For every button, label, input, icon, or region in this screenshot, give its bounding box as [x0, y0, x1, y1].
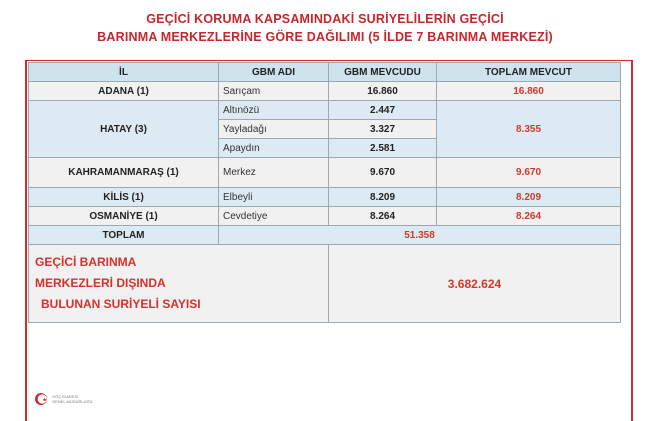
mevcut-merkez: 9.670	[329, 158, 437, 188]
table-row-osmaniye	[29, 207, 621, 226]
table-row-adana	[29, 82, 621, 101]
outside-label-line-1: GEÇİCİ BARINMA	[35, 255, 137, 269]
logo-line-2: GENEL MÜDÜRLÜĞÜ	[52, 399, 93, 404]
gbm-sarıcam: Sarıçam	[219, 82, 329, 101]
distribution-table	[28, 62, 621, 323]
table-row-hatay-1	[29, 101, 621, 120]
mevcut-sarıcam: 16.860	[329, 82, 437, 101]
il-adana: ADANA (1)	[29, 82, 219, 101]
title-line-1: GEÇİCİ KORUMA KAPSAMINDAKİ SURİYELİLERİN GEÇİCİ	[146, 12, 504, 26]
table-row-total	[29, 226, 621, 245]
mevcut-elbeyli: 8.209	[329, 188, 437, 207]
total-value: 51.358	[219, 226, 621, 245]
header-il: İL	[29, 63, 219, 82]
table-row-kilis	[29, 188, 621, 207]
toplam-hatay: 8.355	[437, 101, 621, 158]
mevcut-altinozu: 2.447	[329, 101, 437, 120]
gbm-yayladagi: Yayladağı	[219, 120, 329, 139]
gbm-altinozu: Altınözü	[219, 101, 329, 120]
il-hatay: HATAY (3)	[29, 101, 219, 158]
outside-label-line-3: BULUNAN SURİYELİ SAYISI	[41, 297, 201, 311]
header-gbm-mevcudu: GBM MEVCUDU	[329, 63, 437, 82]
outside-label	[33, 252, 324, 315]
logo-text	[52, 394, 93, 404]
toplam-adana: 16.860	[437, 82, 621, 101]
gbm-apaydin: Apaydın	[219, 139, 329, 158]
logo-line-1: GÖÇ İDARESİ	[52, 394, 79, 399]
crescent-star-icon	[34, 392, 48, 406]
gbm-merkez: Merkez	[219, 158, 329, 188]
table-header-row	[29, 63, 621, 82]
il-kahramanmaras: KAHRAMANMARAŞ (1)	[29, 158, 219, 188]
toplam-kahramanmaras: 9.670	[437, 158, 621, 188]
toplam-kilis: 8.209	[437, 188, 621, 207]
gbm-elbeyli: Elbeyli	[219, 188, 329, 207]
mevcut-yayladagi: 3.327	[329, 120, 437, 139]
total-label: TOPLAM	[29, 226, 219, 245]
outside-label-line-2: MERKEZLERİ DIŞINDA	[35, 276, 166, 290]
toplam-osmaniye: 8.264	[437, 207, 621, 226]
mevcut-apaydin: 2.581	[329, 139, 437, 158]
il-kilis: KİLİS (1)	[29, 188, 219, 207]
agency-logo	[34, 390, 104, 408]
title-line-2: BARINMA MERKEZLERİNE GÖRE DAĞILIMI (5 İLDE 7 BARINMA MERKEZİ)	[97, 30, 553, 44]
table-row-kahramanmaras	[29, 158, 621, 188]
page-title	[0, 10, 650, 46]
header-toplam-mevcut: TOPLAM MEVCUT	[437, 63, 621, 82]
header-gbm-adi: GBM ADI	[219, 63, 329, 82]
mevcut-cevdetiye: 8.264	[329, 207, 437, 226]
il-osmaniye: OSMANİYE (1)	[29, 207, 219, 226]
gbm-cevdetiye: Cevdetiye	[219, 207, 329, 226]
outside-label-cell	[29, 245, 329, 323]
table-row-outside	[29, 245, 621, 323]
outside-value: 3.682.624	[329, 245, 621, 323]
